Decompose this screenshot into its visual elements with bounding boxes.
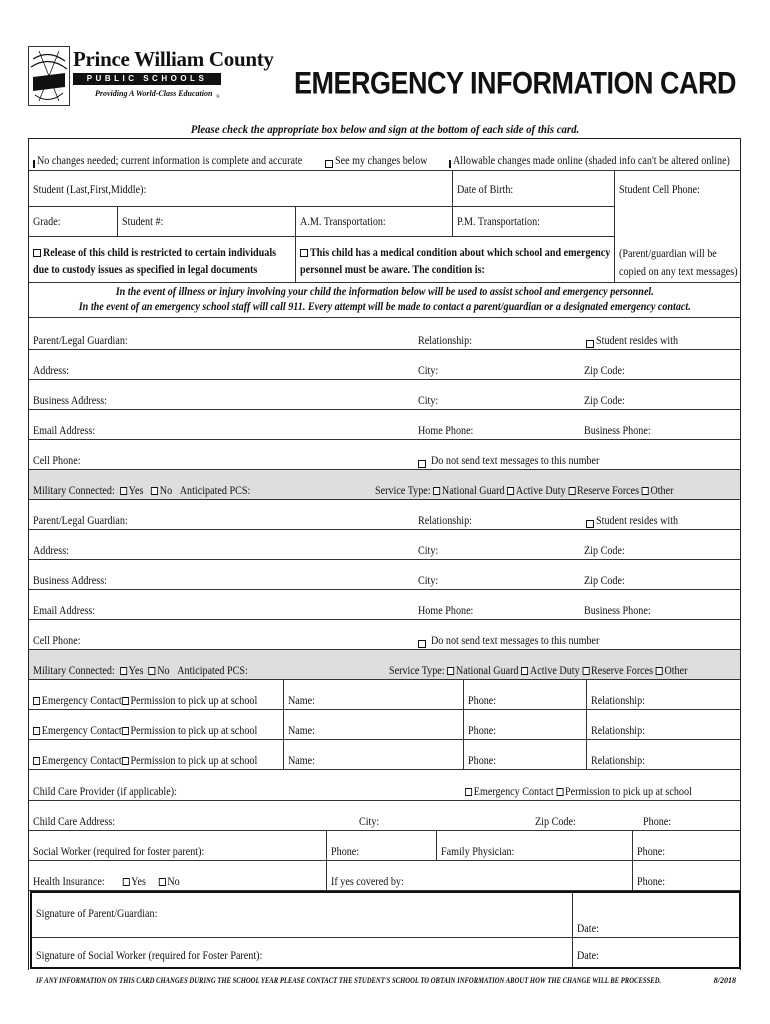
emergency-contact-checkbox[interactable] xyxy=(33,697,40,705)
guardian-1-military-row xyxy=(29,470,740,500)
student-number-field[interactable]: Student #: xyxy=(117,207,295,236)
other-checkbox[interactable] xyxy=(642,487,649,495)
reserve-forces-checkbox[interactable] xyxy=(568,487,575,495)
guardian-1-zip-field[interactable]: Zip Code: xyxy=(584,365,625,377)
checkbox[interactable] xyxy=(586,520,594,528)
contact-2-options: Emergency Contact Permission to pick up at school xyxy=(29,710,283,739)
guardian-1-business-phone-field[interactable]: Business Phone: xyxy=(584,425,651,437)
guardian-1-name-field[interactable]: Parent/Legal Guardian: xyxy=(33,335,128,347)
guardian-2-email-row xyxy=(29,590,740,620)
pm-transportation-field[interactable]: P.M. Transportation: xyxy=(452,207,614,236)
guardian-2-name-field[interactable]: Parent/Legal Guardian: xyxy=(33,515,128,527)
guardian-2-home-phone-field[interactable]: Home Phone: xyxy=(418,605,474,617)
childcare-city-field[interactable]: City: xyxy=(359,816,380,828)
guardian-2-business-phone-field[interactable]: Business Phone: xyxy=(584,605,651,617)
emergency-contact-checkbox[interactable] xyxy=(33,757,40,765)
family-physician-field[interactable]: Family Physician: xyxy=(436,831,632,860)
guardian-1-address-row xyxy=(29,350,740,380)
insurance-field: Health Insurance: Yes No xyxy=(33,876,180,888)
childcare-phone-field[interactable]: Phone: xyxy=(643,816,672,828)
option-no-changes[interactable]: No changes needed; current information is complete and accurate xyxy=(29,139,329,170)
contact-1-phone-field[interactable]: Phone: xyxy=(463,680,586,709)
military-no-checkbox[interactable] xyxy=(151,487,158,495)
pickup-permission-checkbox[interactable] xyxy=(556,788,563,796)
footer-text: IF ANY INFORMATION ON THIS CARD CHANGES DURING THE SCHOOL YEAR PLEASE CONTACT THE STUDENT'S SCHOOL TO OBTAIN INFORMATION ABOUT HOW THE CHANGE WILL BE PROCESSED. xyxy=(36,976,662,985)
worker-signature-row xyxy=(32,937,739,967)
notice-line-2: In the event of an emergency school staff will call 911. Every attempt will be made to contact a parent/guardian or a designated emergency contact. xyxy=(78,301,691,313)
medical-condition-option[interactable]: This child has a medical condition about which school and emergency personnel must be aware. The condition is: xyxy=(295,237,614,282)
active-duty-checkbox[interactable] xyxy=(521,667,528,675)
guardian-2-email-field[interactable]: Email Address: xyxy=(33,605,96,617)
org-subtitle: PUBLIC SCHOOLS xyxy=(73,73,221,85)
contact-2-relationship-field[interactable]: Relationship: xyxy=(586,710,740,739)
social-worker-phone-field[interactable]: Phone: xyxy=(326,831,436,860)
guardian-2-row xyxy=(29,500,740,530)
guardian-2-resides-option[interactable]: Student resides with xyxy=(582,500,740,529)
childcare-zip-field[interactable]: Zip Code: xyxy=(535,816,576,828)
guardian-2-business-zip-field[interactable]: Zip Code: xyxy=(584,575,625,587)
option-online-changes[interactable]: Allowable changes made online (shaded info can't be altered online) xyxy=(445,139,740,170)
contact-3-relationship-field[interactable]: Relationship: xyxy=(586,740,740,769)
insurance-no-checkbox[interactable] xyxy=(159,878,166,886)
childcare-address-row xyxy=(29,801,740,831)
am-transportation-field[interactable]: A.M. Transportation: xyxy=(295,207,452,236)
national-guard-checkbox[interactable] xyxy=(447,667,454,675)
checkbox[interactable] xyxy=(300,249,308,257)
physician-phone-field[interactable]: Phone: xyxy=(632,831,740,860)
contact-1-name-field[interactable]: Name: xyxy=(283,680,463,709)
emergency-contact-checkbox[interactable] xyxy=(465,788,472,796)
checkbox[interactable] xyxy=(449,160,451,168)
guardian-1-relationship-field[interactable]: Relationship: xyxy=(418,335,472,347)
checkbox[interactable] xyxy=(325,160,333,168)
guardian-1-resides-option[interactable]: Student resides with xyxy=(582,318,740,349)
worker-signature-date-field[interactable]: Date: xyxy=(572,937,739,967)
guardian-1-cell-row xyxy=(29,440,740,470)
guardian-1-no-text-option[interactable]: Do not send text messages to this number xyxy=(414,440,740,469)
active-duty-checkbox[interactable] xyxy=(507,487,514,495)
guardian-2-military-field: Military Connected: Yes No Anticipated PCS: xyxy=(33,665,248,677)
social-worker-field[interactable]: Social Worker (required for foster parent): xyxy=(33,846,205,858)
contact-1-row xyxy=(29,680,740,710)
registered-mark: ® xyxy=(216,95,220,100)
emergency-contact-checkbox[interactable] xyxy=(33,727,40,735)
footer-date: 8/2018 xyxy=(713,976,736,985)
guardian-1-business-address-row xyxy=(29,380,740,410)
contact-3-name-field[interactable]: Name: xyxy=(283,740,463,769)
guardian-signature-row xyxy=(32,893,739,938)
pwcs-logo-icon xyxy=(28,46,70,106)
dob-field[interactable]: Date of Birth: xyxy=(452,171,614,206)
guardian-signature-field[interactable]: Signature of Parent/Guardian: xyxy=(36,908,158,920)
org-name: Prince William County xyxy=(73,47,274,71)
childcare-options: Emergency Contact Permission to pick up at school xyxy=(461,770,740,800)
contact-3-phone-field[interactable]: Phone: xyxy=(463,740,586,769)
guardian-2-address-field[interactable]: Address: xyxy=(33,545,69,557)
insurance-row xyxy=(29,861,740,891)
military-no-checkbox[interactable] xyxy=(148,667,155,675)
emergency-form xyxy=(28,138,741,970)
guardian-1-business-city-field[interactable]: City: xyxy=(418,395,439,407)
pickup-permission-checkbox[interactable] xyxy=(122,757,129,765)
guardian-2-zip-field[interactable]: Zip Code: xyxy=(584,545,625,557)
guardian-2-city-field[interactable]: City: xyxy=(418,545,439,557)
guardian-2-relationship-field[interactable]: Relationship: xyxy=(418,515,472,527)
guardian-1-row xyxy=(29,318,740,350)
guardian-1-service-type-field: Service Type: National Guard Active Duty Reserve Forces Other xyxy=(375,485,674,497)
notice-line-1: In the event of illness or injury involving your child the information below will be used to assist school and emergency personnel. xyxy=(115,286,654,298)
guardian-2-business-city-field[interactable]: City: xyxy=(418,575,439,587)
grade-field[interactable]: Grade: xyxy=(33,216,61,228)
guardian-2-service-type-field: Service Type: National Guard Active Duty Reserve Forces Other xyxy=(389,665,688,677)
guardian-1-address-field[interactable]: Address: xyxy=(33,365,69,377)
childcare-provider-field[interactable]: Child Care Provider (if applicable): xyxy=(33,786,177,798)
contact-1-options: Emergency Contact Permission to pick up at school xyxy=(29,680,283,709)
guardian-2-address-row xyxy=(29,530,740,560)
checkbox[interactable] xyxy=(33,160,35,168)
guardian-2-business-address-field[interactable]: Business Address: xyxy=(33,575,107,587)
footer xyxy=(36,976,736,985)
custody-restriction-option[interactable]: Release of this child is restricted to certain individuals due to custody issues as specified in legal documents xyxy=(33,247,277,276)
insurance-phone-field[interactable]: Phone: xyxy=(632,861,740,890)
worker-signature-field[interactable]: Signature of Social Worker (required for Foster Parent): xyxy=(36,950,263,962)
guardian-2-no-text-option[interactable]: Do not send text messages to this number xyxy=(414,620,740,649)
childcare-address-field[interactable]: Child Care Address: xyxy=(33,816,116,828)
insurance-yes-checkbox[interactable] xyxy=(122,878,129,886)
header xyxy=(0,0,770,120)
student-name-field[interactable]: Student (Last,First,Middle): xyxy=(33,184,147,196)
org-tagline: Providing A World-Class Education xyxy=(95,89,213,98)
guardian-2-cell-field[interactable]: Cell Phone: xyxy=(33,635,81,647)
military-yes-checkbox[interactable] xyxy=(120,667,127,675)
childcare-provider-row xyxy=(29,770,740,801)
signature-box xyxy=(30,891,741,969)
checkbox[interactable] xyxy=(418,640,426,648)
guardian-1-email-row xyxy=(29,410,740,440)
change-options-row xyxy=(29,139,740,171)
checkbox[interactable] xyxy=(33,249,41,257)
other-checkbox[interactable] xyxy=(656,667,663,675)
military-yes-checkbox[interactable] xyxy=(120,487,127,495)
reserve-forces-checkbox[interactable] xyxy=(582,667,589,675)
insurance-covered-field[interactable]: If yes covered by: xyxy=(326,861,632,890)
checkbox[interactable] xyxy=(418,460,426,468)
guardian-1-business-address-field[interactable]: Business Address: xyxy=(33,395,107,407)
contact-3-options: Emergency Contact Permission to pick up at school xyxy=(29,740,283,769)
pickup-permission-checkbox[interactable] xyxy=(122,727,129,735)
guardian-1-city-field[interactable]: City: xyxy=(418,365,439,377)
contact-2-name-field[interactable]: Name: xyxy=(283,710,463,739)
guardian-signature-date-field[interactable]: Date: xyxy=(572,893,739,937)
national-guard-checkbox[interactable] xyxy=(433,487,440,495)
notice-row xyxy=(29,283,740,318)
pickup-permission-checkbox[interactable] xyxy=(122,697,129,705)
contact-2-row xyxy=(29,710,740,740)
option-see-changes[interactable]: See my changes below xyxy=(321,139,451,170)
guardian-2-business-address-row xyxy=(29,560,740,590)
guardian-1-military-field: Military Connected: Yes No Anticipated PCS: xyxy=(33,485,251,497)
checkbox[interactable] xyxy=(586,340,594,348)
guardian-1-cell-field[interactable]: Cell Phone: xyxy=(33,455,81,467)
social-worker-row xyxy=(29,831,740,861)
instruction-text: Please check the appropriate box below and sign at the bottom of each side of this card. xyxy=(190,122,580,136)
contact-1-relationship-field[interactable]: Relationship: xyxy=(586,680,740,709)
contact-2-phone-field[interactable]: Phone: xyxy=(463,710,586,739)
guardian-1-email-field[interactable]: Email Address: xyxy=(33,425,96,437)
guardian-2-cell-row xyxy=(29,620,740,650)
student-cell-field[interactable]: Student Cell Phone: (Parent/guardian will be copied on any text messages) xyxy=(614,171,740,283)
guardian-2-military-row xyxy=(29,650,740,680)
guardian-1-business-zip-field[interactable]: Zip Code: xyxy=(584,395,625,407)
contact-3-row xyxy=(29,740,740,770)
guardian-1-home-phone-field[interactable]: Home Phone: xyxy=(418,425,474,437)
page-title: EMERGENCY INFORMATION CARD xyxy=(293,66,736,101)
